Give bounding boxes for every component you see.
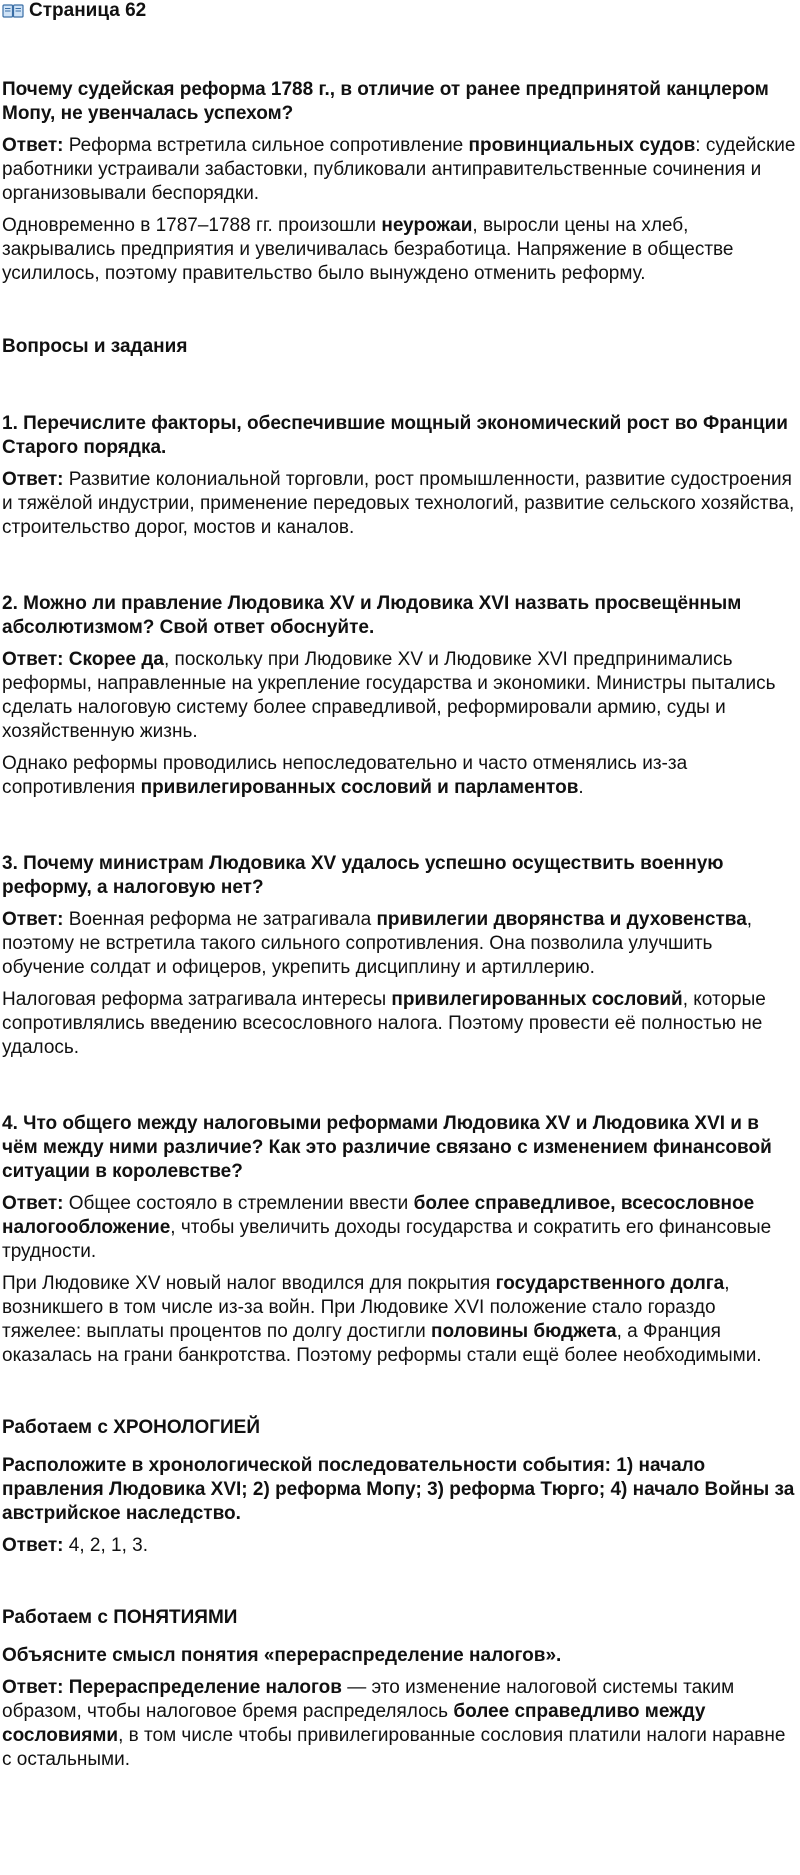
intro-answer-1: Ответ: Реформа встретила сильное сопротивление провинциальных судов: судейские работники устраивали забастовки, публиковали антиправительственные сочинения и организовывали беспорядки. bbox=[2, 135, 796, 204]
q4-answer-1: Ответ: Общее состояло в стремлении ввести более справедливое, всесословное налогообложение, чтобы увеличить доходы государства и сократить его финансовые трудности. bbox=[2, 1193, 772, 1262]
q2-answer-2: Однако реформы проводились непоследовательно и часто отменялись из-за сопротивления привилегированных сословий и парламентов. bbox=[2, 753, 688, 798]
page-header bbox=[2, 0, 798, 22]
section-title-questions: Вопросы и задания bbox=[2, 336, 188, 357]
q3-question: 3. Почему министрам Людовика XV удалось успешно осуществить военную реформу, а налоговую нет? bbox=[2, 853, 724, 898]
q2-question: 2. Можно ли правление Людовика XV и Людовика XVI назвать просвещённым абсолютизмом? Свой ответ обоснуйте. bbox=[2, 593, 742, 638]
q1-question: 1. Перечислите факторы, обеспечившие мощный экономический рост во Франции Старого порядка. bbox=[2, 413, 788, 458]
section-title-chronology: Работаем с ХРОНОЛОГИЕЙ bbox=[2, 1417, 260, 1438]
concepts-answer: Ответ: Перераспределение налогов — это изменение налоговой системы таким образом, чтобы налоговое бремя распределялось более справедливо между сословиями, в том числе чтобы привилегированные сословия платили налоги наравне с остальными. bbox=[2, 1677, 786, 1770]
chron-question: Расположите в хронологической последовательности события: 1) начало правления Людовика XVI; 2) реформа Мопу; 3) реформа Тюрго; 4) начало Войны за австрийское наследство. bbox=[2, 1455, 795, 1524]
page-title: Страница 62 bbox=[29, 0, 147, 21]
q3-answer-2: Налоговая реформа затрагивала интересы привилегированных сословий, которые сопротивлялись введению всесословного налога. Поэтому провести её полностью не удалось. bbox=[2, 989, 766, 1058]
intro-answer-2: Одновременно в 1787–1788 гг. произошли неурожаи, выросли цены на хлеб, закрывались предприятия и увеличивалась безработица. Напряжение в обществе усилилось, поэтому правительство было вынуждено отменить реформу. bbox=[2, 215, 734, 284]
chron-answer: Ответ: 4, 2, 1, 3. bbox=[2, 1535, 148, 1556]
q2-answer-1: Ответ: Скорее да, поскольку при Людовике XV и Людовике XVI предпринимались реформы, направленные на укрепление государства и экономики. Министры пытались сделать налоговую систему более справедливой, реформировали армию, суды и хозяйственную жизнь. bbox=[2, 649, 776, 742]
book-icon bbox=[2, 3, 24, 19]
q4-question: 4. Что общего между налоговыми реформами Людовика XV и Людовика XVI и в чём между ними различие? Как это различие связано с изменением финансовой ситуации в королевстве? bbox=[2, 1113, 772, 1182]
intro-question: Почему судейская реформа 1788 г., в отличие от ранее предпринятой канцлером Мопу, не увенчалась успехом? bbox=[2, 79, 769, 124]
concepts-question: Объясните смысл понятия «перераспределение налогов». bbox=[2, 1645, 562, 1666]
section-title-concepts: Работаем с ПОНЯТИЯМИ bbox=[2, 1607, 238, 1628]
q4-answer-2: При Людовике XV новый налог вводился для покрытия государственного долга, возникшего в том числе из-за войн. При Людовике XVI положение стало гораздо тяжелее: выплаты процентов по долгу достигли половины бюджета, а Франция оказалась на грани банкротства. Поэтому реформы стали ещё более необходимыми. bbox=[2, 1273, 762, 1366]
q3-answer-1: Ответ: Военная реформа не затрагивала привилегии дворянства и духовенства, поэтому не встретила такого сильного сопротивления. Она позволила улучшить обучение солдат и офицеров, укрепить дисциплину и артиллерию. bbox=[2, 909, 753, 978]
q1-answer: Ответ: Развитие колониальной торговли, рост промышленности, развитие судостроения и тяжёлой индустрии, применение передовых технологий, развитие сельского хозяйства, строительство дорог, мостов и каналов. bbox=[2, 469, 795, 538]
